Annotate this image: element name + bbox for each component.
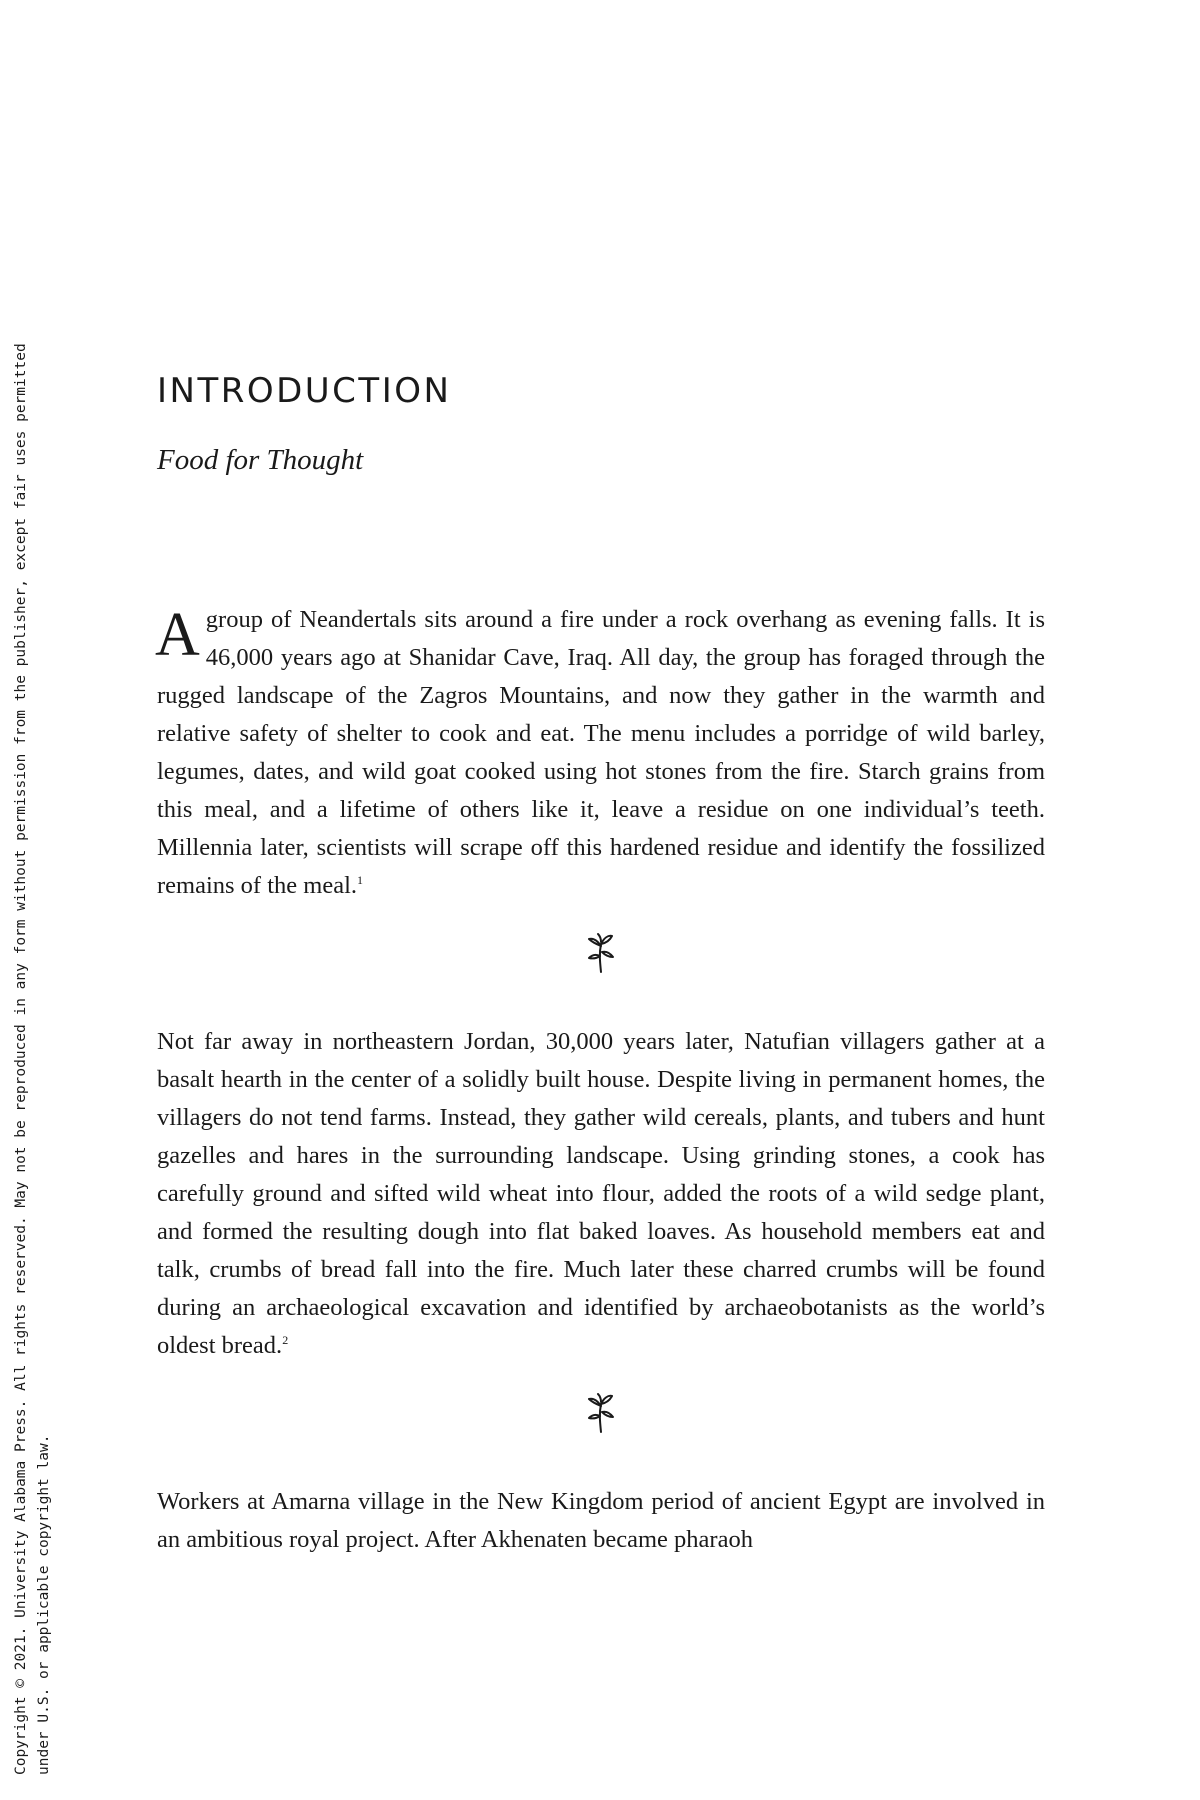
chapter-title: INTRODUCTION xyxy=(157,371,452,411)
paragraph-1 xyxy=(157,601,1045,905)
footnote-ref-1[interactable]: 1 xyxy=(357,872,364,887)
section-break-1 xyxy=(157,930,1045,990)
copyright-line-2: under U.S. or applicable copyright law. xyxy=(36,1434,52,1775)
paragraph-1-text: group of Neandertals sits around a fire under a rock overhang as evening falls. It is 46,000 years ago at Shanidar Cave, Iraq. All day, the group has foraged through the rugged landscape of the Zagros Mountains, and now they gather in the warmth and relative safety of shelter to cook and eat. The menu includes a porridge of wild barley, legumes, dates, and wild goat cooked using hot stones from the fire. Starch grains from this meal, and a lifetime of others like it, leave a residue on one individual’s teeth. Millennia later, scientists will scrape off this hardened residue and identify the fossilized remains of the meal. xyxy=(157,606,1045,899)
flower-ornament-icon xyxy=(584,930,618,974)
copyright-line-1: Copyright © 2021. University Alabama Press. All rights reserved. May not be reproduced in any form without permission from the publisher, except fair uses permitted xyxy=(13,343,29,1775)
paragraph-2-text: Not far away in northeastern Jordan, 30,000 years later, Natufian villagers gather at a basalt hearth in the center of a solidly built house. Despite living in permanent homes, the villagers do not tend farms. Instead, they gather wild cereals, plants, and tubers and hunt gazelles and hares in the surrounding landscape. Using grinding stones, a cook has carefully ground and sifted wild wheat into flour, added the roots of a wild sedge plant, and formed the resulting dough into flat baked loaves. As household members eat and talk, crumbs of bread fall into the fire. Much later these charred crumbs will be found during an archaeological excavation and identified by archaeobotanists as the world’s oldest bread. xyxy=(157,1028,1045,1359)
chapter-subtitle: Food for Thought xyxy=(157,444,364,476)
copyright-notice xyxy=(10,0,110,1795)
drop-cap: A xyxy=(155,601,200,669)
flower-ornament-icon xyxy=(584,1390,618,1434)
page-content xyxy=(157,370,1045,1559)
paragraph-3 xyxy=(157,1483,1045,1559)
paragraph-2 xyxy=(157,1023,1045,1365)
section-break-2 xyxy=(157,1390,1045,1450)
footnote-ref-2[interactable]: 2 xyxy=(282,1332,289,1347)
paragraph-3-text: Workers at Amarna village in the New Kingdom period of ancient Egypt are involved in an ambitious royal project. After Akhenaten became pharaoh xyxy=(157,1488,1045,1553)
